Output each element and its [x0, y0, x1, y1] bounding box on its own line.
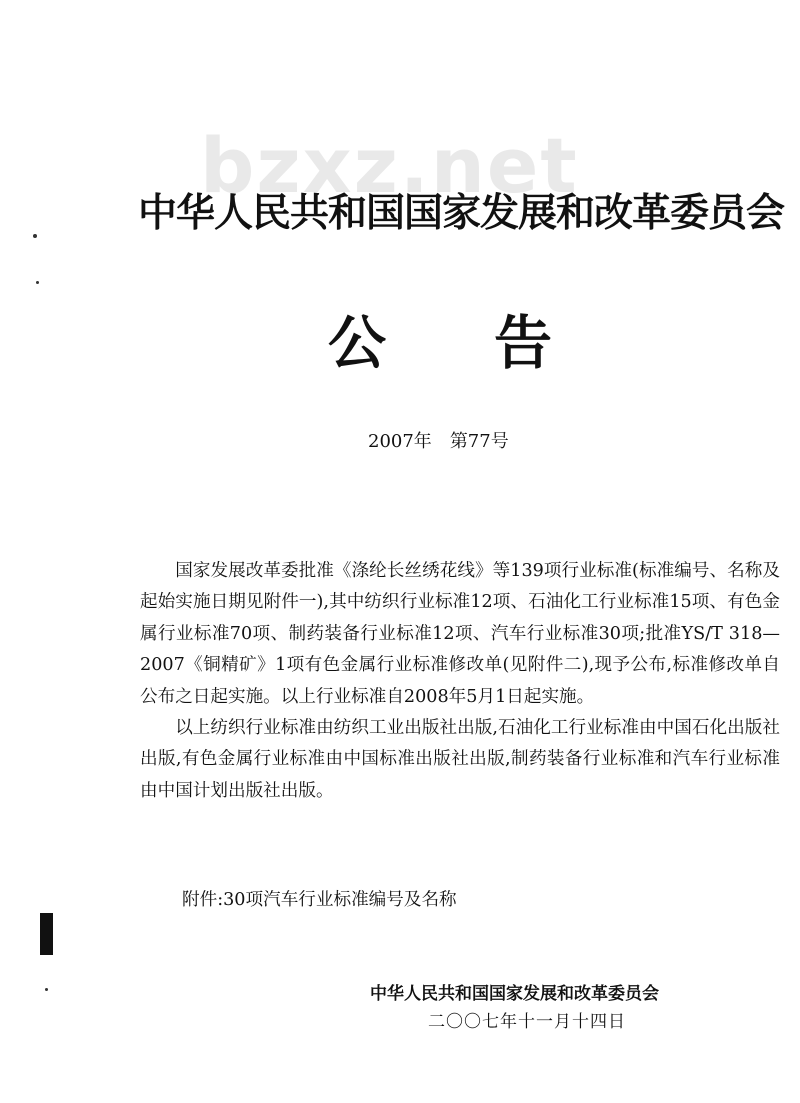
scan-speck [45, 988, 48, 991]
scan-margin-bar [40, 913, 53, 955]
signature-organization: 中华人民共和国国家发展和改革委员会 [370, 984, 659, 1004]
issue-line [368, 428, 509, 456]
scan-speck [33, 234, 37, 238]
issue-year: 2007年 [368, 431, 432, 452]
body-paragraph-1: 国家发展改革委批准《涤纶长丝绣花线》等139项行业标准(标准编号、名称及起始实施日期见附件一),其中纺织行业标准12项、石油化工行业标准15项、有色金属行业标准70项、制药装备行业标准12项、汽车行业标准30项;批准YS/T 318—2007《铜精矿》1项有色金属行业标准修改单(见附件二),现予公布,标准修改单自公布之日起实施。以上行业标准自2008年5月1日起实施。 [140, 561, 780, 707]
signature-date: 二〇〇七年十一月十四日 [428, 1012, 626, 1032]
announcement-body [140, 556, 780, 807]
attachment-note: 附件:30项汽车行业标准编号及名称 [182, 890, 457, 910]
issue-number: 第77号 [449, 431, 509, 452]
issuer-title: 中华人民共和国国家发展和改革委员会 [138, 191, 785, 236]
scan-speck [36, 281, 39, 284]
document-type-title: 公告 [328, 309, 661, 377]
body-paragraph-2: 以上纺织行业标准由纺织工业出版社出版,石油化工行业标准由中国石化出版社出版,有色金属行业标准由中国标准出版社出版,制药装备行业标准和汽车行业标准由中国计划出版社出版。 [140, 718, 780, 801]
watermark: bzxz.net [200, 121, 579, 210]
